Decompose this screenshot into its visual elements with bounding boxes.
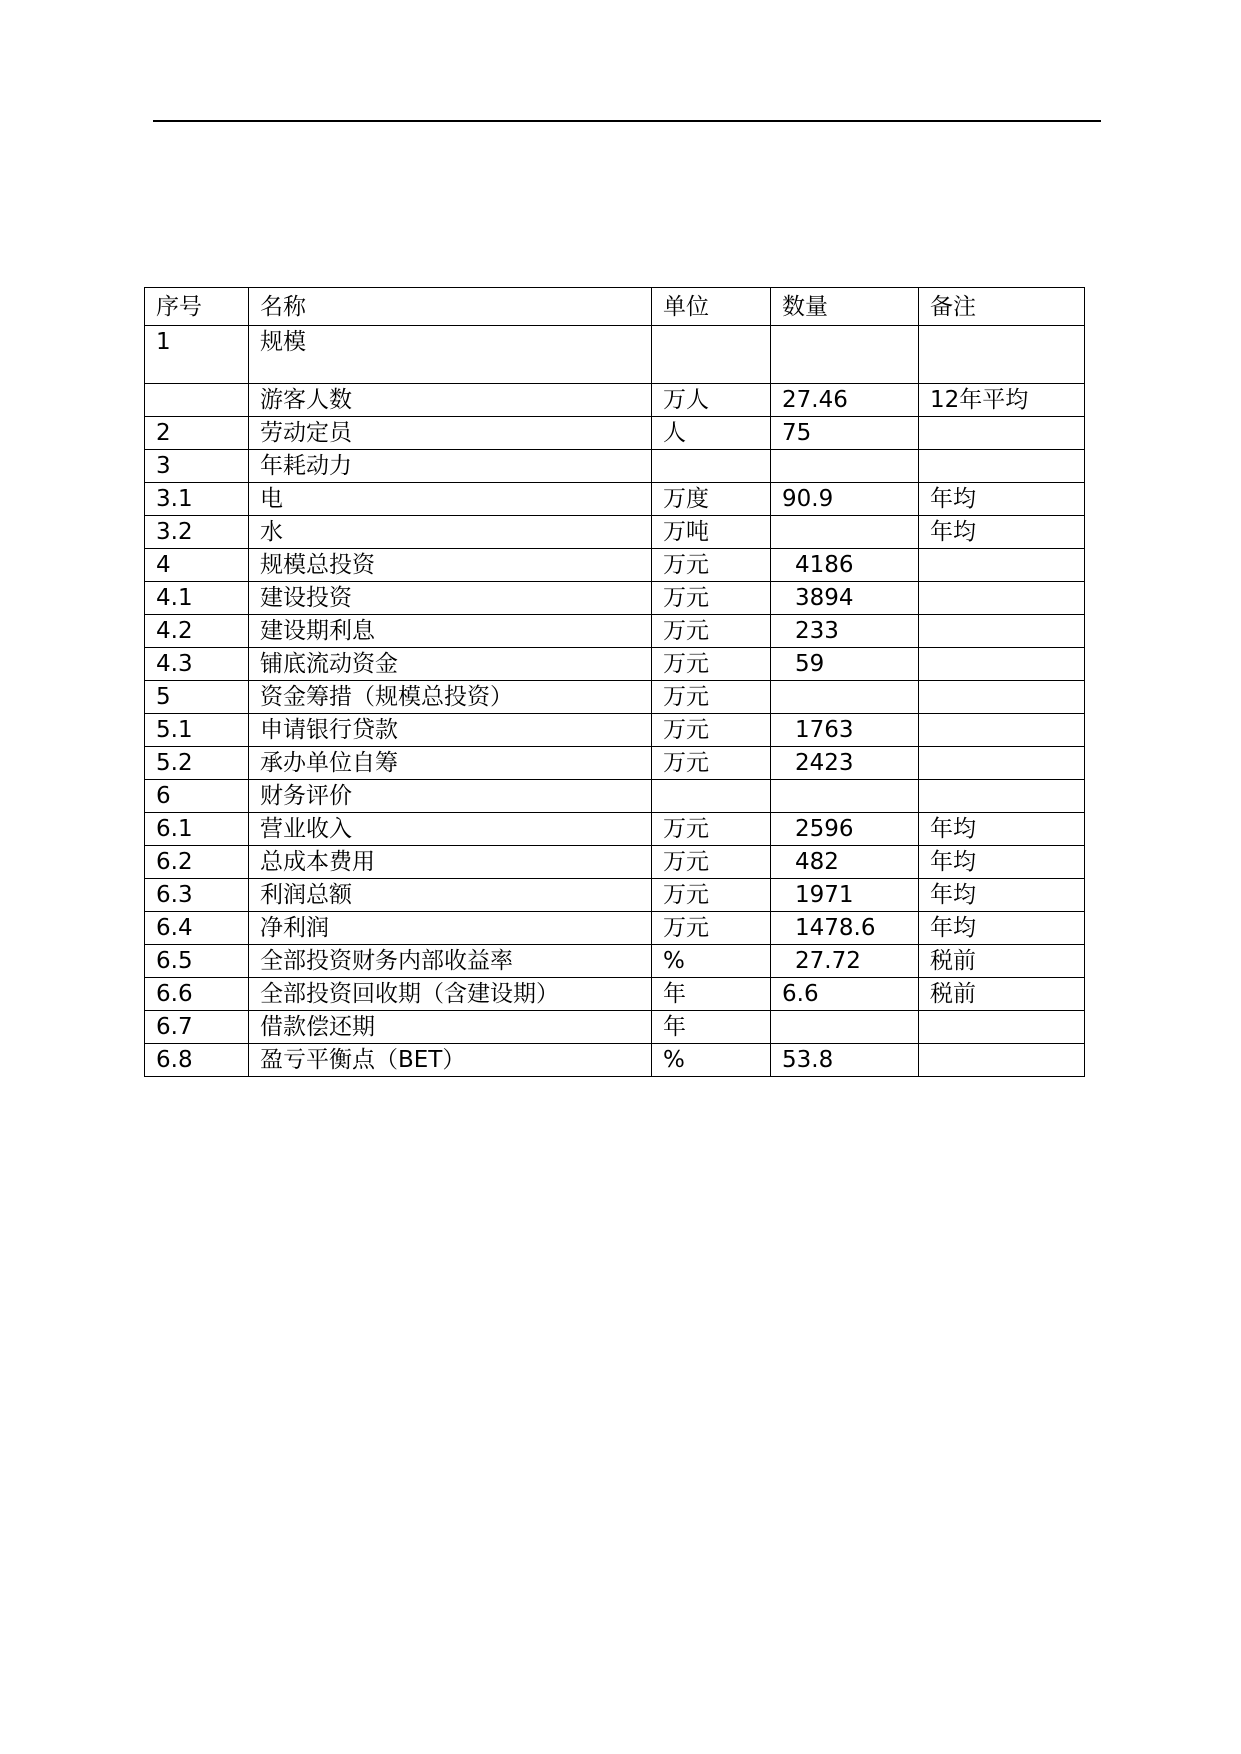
cell-note: 税前 bbox=[919, 978, 1085, 1011]
cell-name: 利润总额 bbox=[249, 879, 652, 912]
header-unit: 单位 bbox=[652, 288, 771, 326]
cell-unit: 万元 bbox=[652, 879, 771, 912]
cell-quantity: 1478.6 bbox=[771, 912, 919, 945]
cell-quantity: 3894 bbox=[771, 582, 919, 615]
cell-no: 6.3 bbox=[145, 879, 249, 912]
cell-quantity: 75 bbox=[771, 417, 919, 450]
cell-unit: 年 bbox=[652, 1011, 771, 1044]
table-row bbox=[145, 945, 1085, 978]
cell-quantity bbox=[771, 780, 919, 813]
header-name: 名称 bbox=[249, 288, 652, 326]
cell-note bbox=[919, 326, 1085, 384]
cell-no: 4 bbox=[145, 549, 249, 582]
table-row bbox=[145, 846, 1085, 879]
cell-name: 电 bbox=[249, 483, 652, 516]
cell-name: 资金筹措（规模总投资） bbox=[249, 681, 652, 714]
cell-unit: 年 bbox=[652, 978, 771, 1011]
cell-name: 申请银行贷款 bbox=[249, 714, 652, 747]
cell-note bbox=[919, 681, 1085, 714]
table-row bbox=[145, 1011, 1085, 1044]
cell-unit: 万度 bbox=[652, 483, 771, 516]
cell-unit bbox=[652, 780, 771, 813]
cell-unit: 万人 bbox=[652, 384, 771, 417]
table-row bbox=[145, 879, 1085, 912]
cell-unit: 万元 bbox=[652, 681, 771, 714]
cell-quantity: 27.72 bbox=[771, 945, 919, 978]
table-row bbox=[145, 582, 1085, 615]
cell-quantity: 90.9 bbox=[771, 483, 919, 516]
cell-note: 12年平均 bbox=[919, 384, 1085, 417]
table-row bbox=[145, 747, 1085, 780]
cell-name: 营业收入 bbox=[249, 813, 652, 846]
cell-note bbox=[919, 450, 1085, 483]
cell-quantity: 4186 bbox=[771, 549, 919, 582]
cell-quantity: 6.6 bbox=[771, 978, 919, 1011]
cell-unit: % bbox=[652, 945, 771, 978]
cell-note bbox=[919, 747, 1085, 780]
cell-name: 规模总投资 bbox=[249, 549, 652, 582]
cell-quantity bbox=[771, 1011, 919, 1044]
cell-note bbox=[919, 1011, 1085, 1044]
cell-name: 承办单位自筹 bbox=[249, 747, 652, 780]
cell-name: 规模 bbox=[249, 326, 652, 384]
cell-no: 5.2 bbox=[145, 747, 249, 780]
cell-no: 5.1 bbox=[145, 714, 249, 747]
cell-note: 年均 bbox=[919, 483, 1085, 516]
cell-note bbox=[919, 582, 1085, 615]
cell-note bbox=[919, 1044, 1085, 1077]
cell-quantity: 1971 bbox=[771, 879, 919, 912]
cell-no bbox=[145, 384, 249, 417]
cell-unit: 万元 bbox=[652, 813, 771, 846]
table-row bbox=[145, 714, 1085, 747]
cell-name: 全部投资回收期（含建设期） bbox=[249, 978, 652, 1011]
cell-no: 6.4 bbox=[145, 912, 249, 945]
table-row bbox=[145, 483, 1085, 516]
cell-quantity: 482 bbox=[771, 846, 919, 879]
table-row bbox=[145, 326, 1085, 384]
cell-no: 4.2 bbox=[145, 615, 249, 648]
cell-quantity bbox=[771, 681, 919, 714]
cell-quantity: 59 bbox=[771, 648, 919, 681]
cell-name: 劳动定员 bbox=[249, 417, 652, 450]
table-row bbox=[145, 912, 1085, 945]
table-row bbox=[145, 1044, 1085, 1077]
cell-quantity: 2423 bbox=[771, 747, 919, 780]
cell-no: 3.1 bbox=[145, 483, 249, 516]
cell-name: 净利润 bbox=[249, 912, 652, 945]
cell-no: 6.5 bbox=[145, 945, 249, 978]
cell-name: 财务评价 bbox=[249, 780, 652, 813]
cell-no: 6 bbox=[145, 780, 249, 813]
cell-name: 盈亏平衡点（BET） bbox=[249, 1044, 652, 1077]
header-quantity: 数量 bbox=[771, 288, 919, 326]
cell-unit bbox=[652, 450, 771, 483]
cell-unit: 万元 bbox=[652, 549, 771, 582]
cell-no: 6.8 bbox=[145, 1044, 249, 1077]
cell-no: 5 bbox=[145, 681, 249, 714]
cell-quantity bbox=[771, 450, 919, 483]
table-row bbox=[145, 450, 1085, 483]
cell-name: 建设期利息 bbox=[249, 615, 652, 648]
cell-quantity: 53.8 bbox=[771, 1044, 919, 1077]
cell-note bbox=[919, 417, 1085, 450]
cell-no: 6.2 bbox=[145, 846, 249, 879]
cell-quantity bbox=[771, 326, 919, 384]
cell-name: 全部投资财务内部收益率 bbox=[249, 945, 652, 978]
cell-name: 借款偿还期 bbox=[249, 1011, 652, 1044]
table-row bbox=[145, 384, 1085, 417]
cell-unit: 万元 bbox=[652, 747, 771, 780]
cell-quantity: 1763 bbox=[771, 714, 919, 747]
cell-no: 4.1 bbox=[145, 582, 249, 615]
project-summary-table bbox=[144, 287, 1085, 1077]
cell-note bbox=[919, 648, 1085, 681]
table-row bbox=[145, 978, 1085, 1011]
cell-unit: 万元 bbox=[652, 714, 771, 747]
cell-note: 年均 bbox=[919, 516, 1085, 549]
table-row bbox=[145, 681, 1085, 714]
cell-unit: 万元 bbox=[652, 648, 771, 681]
cell-note: 年均 bbox=[919, 912, 1085, 945]
table-row bbox=[145, 780, 1085, 813]
table-row bbox=[145, 615, 1085, 648]
table-row bbox=[145, 813, 1085, 846]
cell-name: 水 bbox=[249, 516, 652, 549]
cell-unit: 万吨 bbox=[652, 516, 771, 549]
table-header-row bbox=[145, 288, 1085, 326]
cell-note: 年均 bbox=[919, 846, 1085, 879]
cell-name: 建设投资 bbox=[249, 582, 652, 615]
cell-note bbox=[919, 714, 1085, 747]
table-row bbox=[145, 417, 1085, 450]
cell-no: 6.1 bbox=[145, 813, 249, 846]
cell-no: 3 bbox=[145, 450, 249, 483]
cell-quantity: 27.46 bbox=[771, 384, 919, 417]
cell-unit: 万元 bbox=[652, 912, 771, 945]
cell-unit: 人 bbox=[652, 417, 771, 450]
cell-no: 4.3 bbox=[145, 648, 249, 681]
cell-name: 年耗动力 bbox=[249, 450, 652, 483]
cell-unit bbox=[652, 326, 771, 384]
cell-note: 年均 bbox=[919, 813, 1085, 846]
cell-no: 1 bbox=[145, 326, 249, 384]
cell-note bbox=[919, 780, 1085, 813]
table-row bbox=[145, 648, 1085, 681]
cell-name: 总成本费用 bbox=[249, 846, 652, 879]
cell-no: 6.6 bbox=[145, 978, 249, 1011]
cell-no: 3.2 bbox=[145, 516, 249, 549]
cell-quantity bbox=[771, 516, 919, 549]
header-rule bbox=[153, 120, 1101, 122]
cell-quantity: 233 bbox=[771, 615, 919, 648]
cell-note bbox=[919, 549, 1085, 582]
cell-no: 2 bbox=[145, 417, 249, 450]
cell-quantity: 2596 bbox=[771, 813, 919, 846]
cell-name: 铺底流动资金 bbox=[249, 648, 652, 681]
cell-unit: 万元 bbox=[652, 846, 771, 879]
cell-no: 6.7 bbox=[145, 1011, 249, 1044]
header-no: 序号 bbox=[145, 288, 249, 326]
cell-unit: 万元 bbox=[652, 582, 771, 615]
cell-note bbox=[919, 615, 1085, 648]
cell-note: 年均 bbox=[919, 879, 1085, 912]
cell-unit: % bbox=[652, 1044, 771, 1077]
table-row bbox=[145, 516, 1085, 549]
cell-note: 税前 bbox=[919, 945, 1085, 978]
cell-name: 游客人数 bbox=[249, 384, 652, 417]
header-note: 备注 bbox=[919, 288, 1085, 326]
table-row bbox=[145, 549, 1085, 582]
cell-unit: 万元 bbox=[652, 615, 771, 648]
